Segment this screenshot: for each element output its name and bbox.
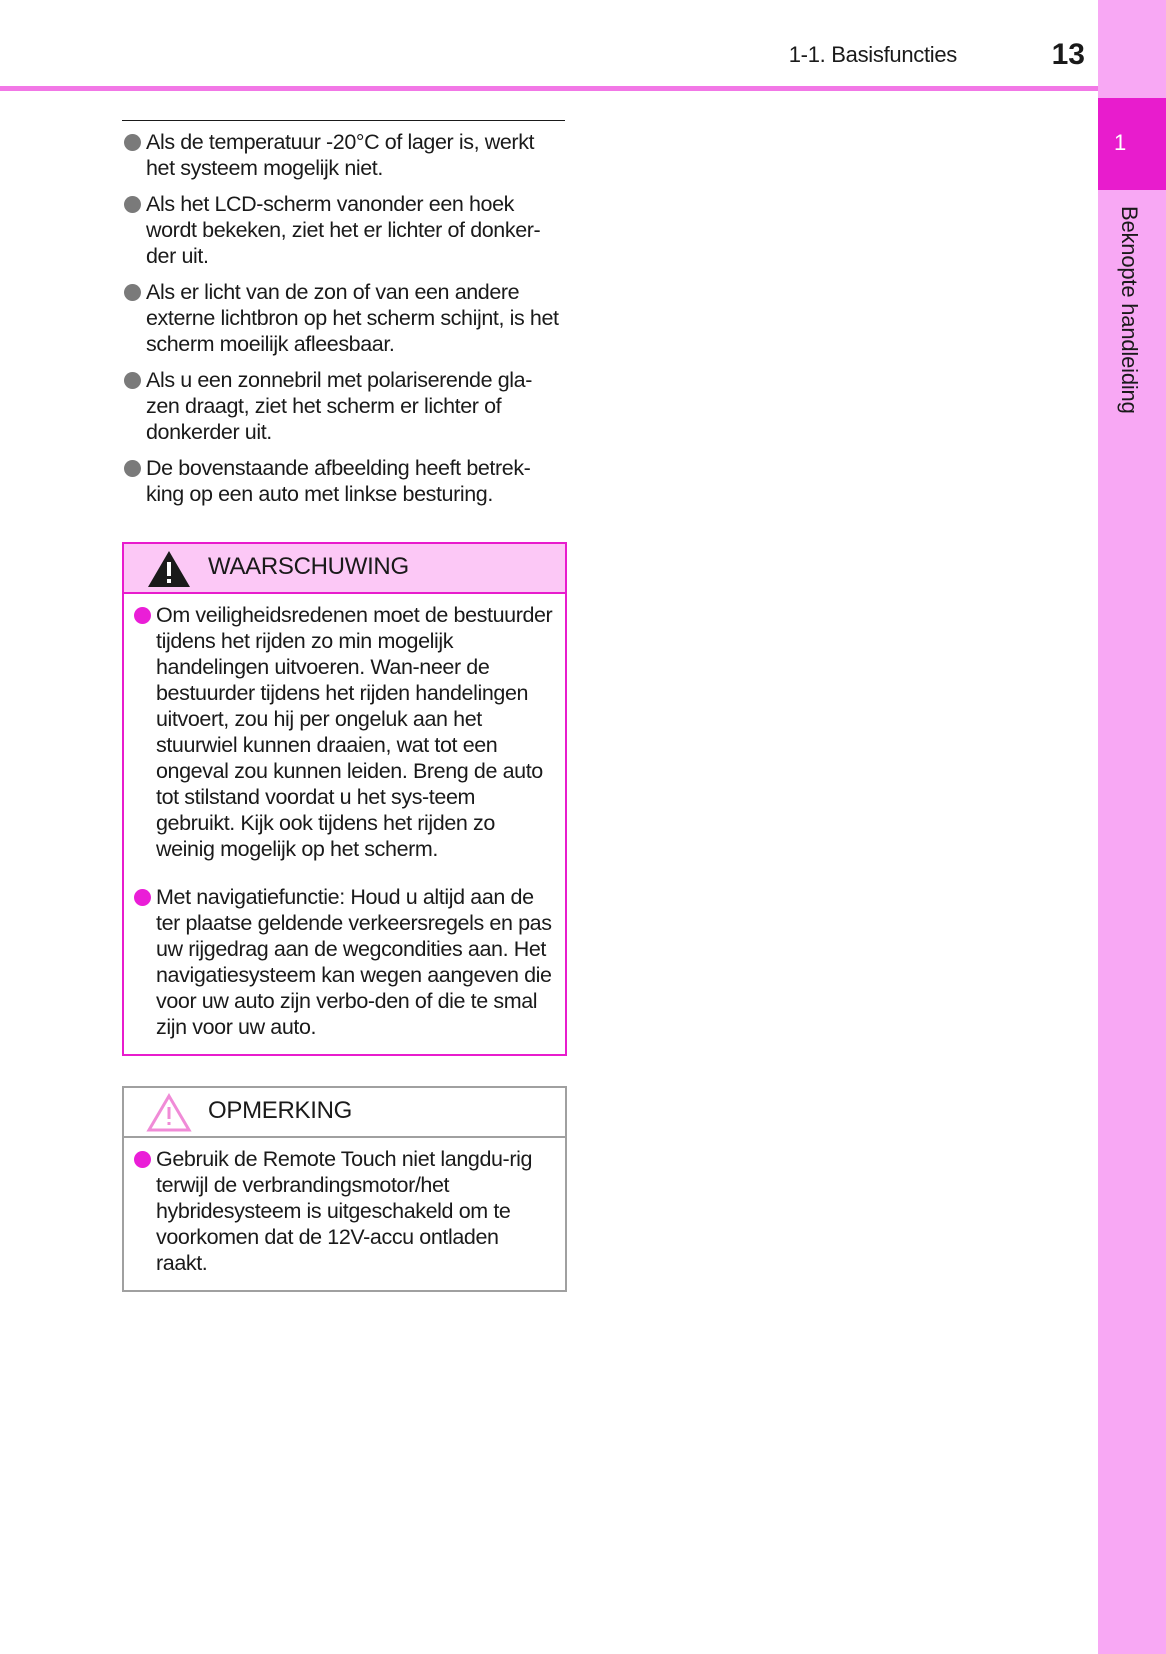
note-item [122, 367, 565, 445]
notice-title: OPMERKING [208, 1097, 352, 1124]
note-item [122, 129, 565, 181]
note-item [122, 191, 565, 269]
page-number: 13 [1051, 38, 1085, 71]
section-title: 1-1. Basisfuncties [788, 42, 957, 67]
warning-title: WAARSCHUWING [208, 553, 409, 580]
notice-body [124, 1138, 565, 1290]
notice-text: Gebruik de Remote Touch niet langdu-rig terwijl de verbrandingsmotor/het hybridesysteem is uitgeschakeld om te voorkomen dat de 12V-accu ontladen raakt. [156, 1147, 533, 1275]
grey-bullet-icon [124, 134, 141, 151]
note-item [122, 279, 565, 357]
grey-bullet-icon [124, 196, 141, 213]
note-text: Als er licht van de zon of van een andere externe lichtbron op het scherm schijnt, is het scherm moeilijk afleesbaar. [146, 280, 559, 356]
notes-section [122, 120, 565, 517]
chapter-number-box [1098, 98, 1166, 190]
warning-item [132, 884, 555, 1040]
notes-list [122, 129, 565, 507]
magenta-bullet-icon [134, 607, 151, 624]
note-text: Als de temperatuur -20°C of lager is, werkt het systeem mogelijk niet. [146, 130, 535, 180]
warning-box [122, 542, 567, 1056]
warning-body [124, 594, 565, 1054]
note-text: Als u een zonnebril met polariserende gla-zen draagt, ziet het scherm er lichter of donkerder uit. [146, 368, 532, 444]
notice-triangle-icon [146, 1093, 192, 1133]
warning-text: Om veiligheidsredenen moet de bestuurder tijdens het rijden zo min mogelijk handelingen uitvoeren. Wan-neer de bestuurder tijdens het rijden handelingen uitvoert, zou hij per ongeluk aan het stuurwiel kunnen draaien, wat tot een ongeval zou kunnen leiden. Breng de auto tot stilstand voordat u het sys-teem gebruikt. Kijk ook tijdens het rijden zo weinig mogelijk op het scherm. [156, 603, 553, 861]
chapter-number: 1 [1114, 130, 1127, 155]
warning-text: Met navigatiefunctie: Houd u altijd aan de ter plaatse geldende verkeersregels en pas uw rijgedrag aan de wegcondities aan. Het navigatiesysteem kan wegen aangeven die voor uw auto zijn verbo-den of die te smal zijn voor uw auto. [156, 885, 552, 1039]
header-rule [0, 86, 1098, 91]
notice-item [132, 1146, 555, 1276]
chapter-label: Beknopte handleiding [1117, 206, 1142, 414]
notes-top-rule [122, 120, 565, 121]
notice-box [122, 1086, 567, 1292]
grey-bullet-icon [124, 284, 141, 301]
note-text: De bovenstaande afbeelding heeft betrek-king op een auto met linkse besturing. [146, 456, 531, 506]
magenta-bullet-icon [134, 1151, 151, 1168]
warning-item [132, 602, 555, 862]
note-item [122, 455, 565, 507]
warning-triangle-icon [146, 549, 192, 589]
note-text: Als het LCD-scherm vanonder een hoek wordt bekeken, ziet het er lichter of donker-der uit. [146, 192, 541, 268]
warning-header [124, 544, 565, 594]
notice-header [124, 1088, 565, 1138]
grey-bullet-icon [124, 460, 141, 477]
grey-bullet-icon [124, 372, 141, 389]
magenta-bullet-icon [134, 889, 151, 906]
chapter-side-tab[interactable] [1098, 0, 1166, 1654]
